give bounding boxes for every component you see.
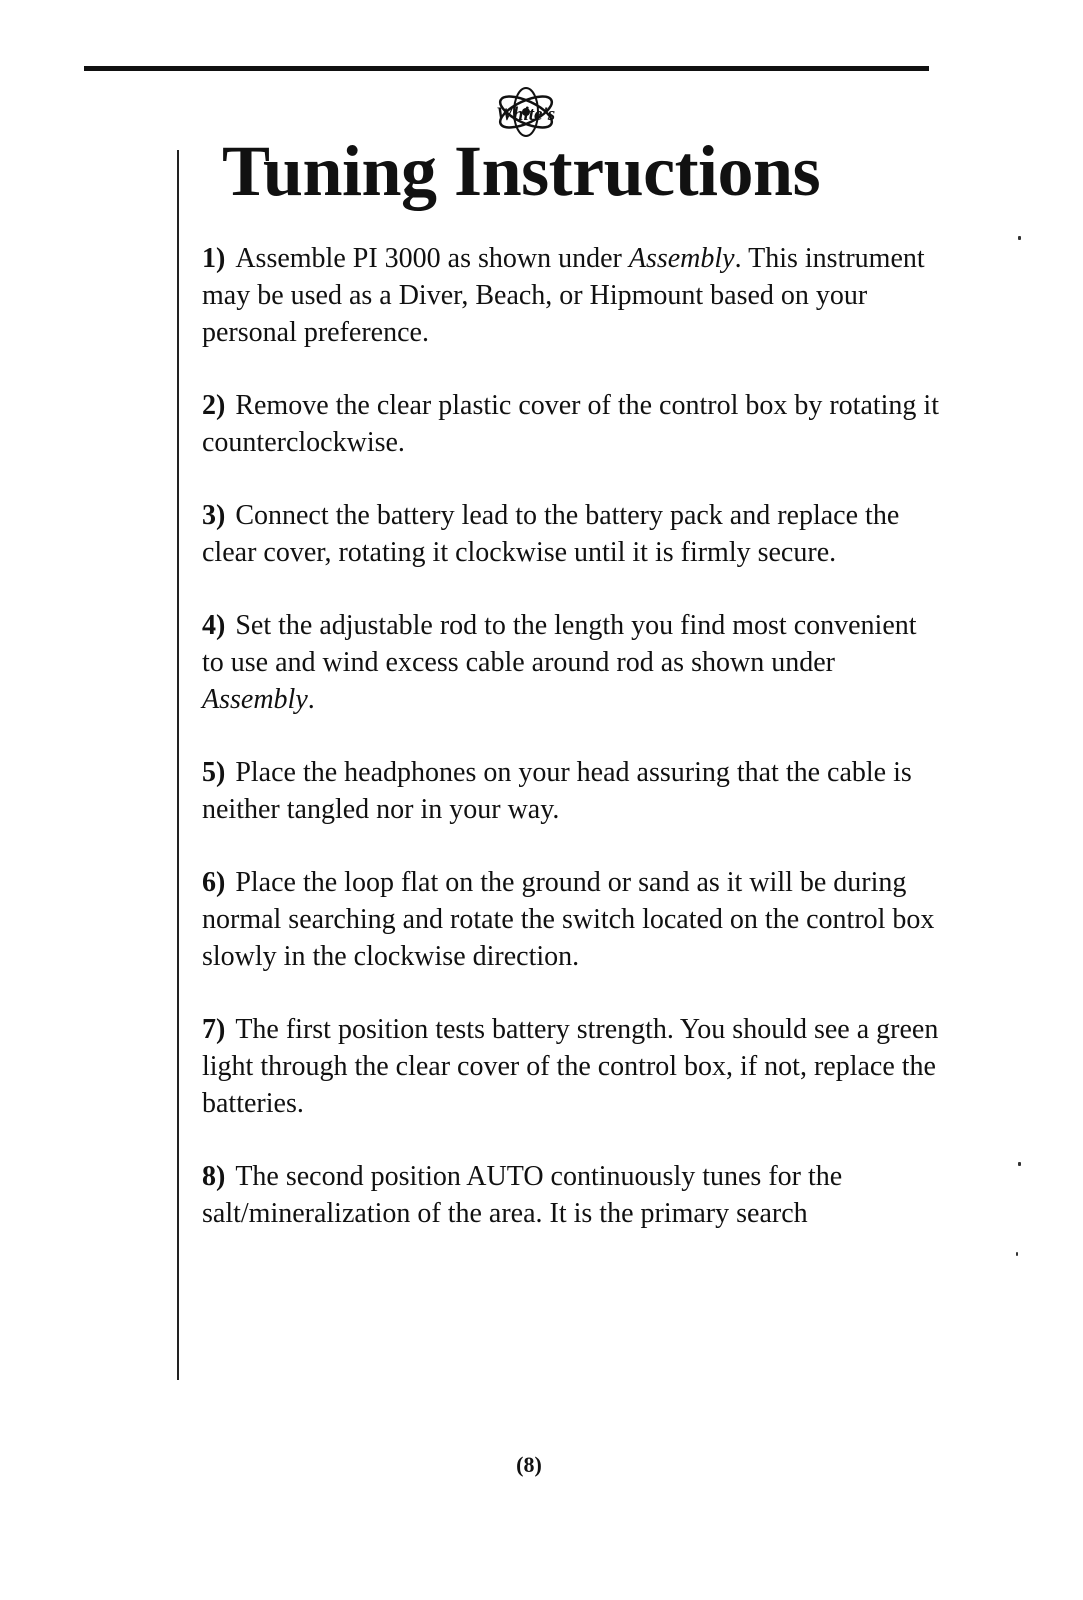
step-text: Place the headphones on your head assuring that the cable is neither tangled nor in your way. <box>202 757 912 825</box>
step-5 <box>202 754 942 828</box>
step-1 <box>202 240 942 351</box>
step-8 <box>202 1158 942 1232</box>
step-text: Assemble PI 3000 as shown under <box>235 243 629 274</box>
step-text: . <box>307 684 315 715</box>
page-title: Tuning Instructions <box>222 131 821 211</box>
step-number: 1) <box>202 243 226 274</box>
step-text: Remove the clear plastic cover of the control box by rotating it counterclockwise. <box>202 390 939 458</box>
step-text: Set the adjustable rod to the length you find most convenient to use and wind excess cable around rod as shown under <box>202 610 917 678</box>
step-text: Connect the battery lead to the battery pack and replace the clear cover, rotating it clockwise until it is firmly secure. <box>202 500 900 568</box>
step-3 <box>202 497 942 571</box>
step-number: 3) <box>202 500 226 531</box>
step-number: 5) <box>202 757 226 788</box>
step-text: . This instrument may be used as a Diver, Beach, or Hipmount based on your personal preference. <box>202 243 925 348</box>
scan-speck <box>1018 1162 1021 1166</box>
scan-speck <box>1016 1252 1018 1256</box>
step-4 <box>202 607 942 718</box>
top-rule <box>84 66 929 71</box>
logo-wordmark: White's <box>496 104 556 125</box>
step-6 <box>202 864 942 975</box>
page-number: (8) <box>516 1452 542 1477</box>
instruction-list <box>202 240 942 1268</box>
scan-speck <box>1018 236 1021 240</box>
step-text-italic: Assembly <box>202 684 308 715</box>
step-number: 4) <box>202 610 226 641</box>
step-number: 2) <box>202 390 226 421</box>
step-text-italic: Assembly <box>628 243 735 274</box>
step-text: The second position AUTO continuously tunes for the salt/mineralization of the area. It is the primary search <box>202 1161 843 1229</box>
step-7 <box>202 1011 942 1122</box>
step-text: The first position tests battery strength. You should see a green light through the clear cover of the control box, if not, replace the batteries. <box>202 1014 939 1119</box>
step-number: 8) <box>202 1161 226 1192</box>
left-margin-rule <box>177 150 179 1380</box>
step-2 <box>202 387 942 461</box>
step-number: 7) <box>202 1014 226 1045</box>
step-text: Place the loop flat on the ground or sand as it will be during normal searching and rotate the switch located on the control box slowly in the clockwise direction. <box>202 867 935 972</box>
step-number: 6) <box>202 867 226 898</box>
